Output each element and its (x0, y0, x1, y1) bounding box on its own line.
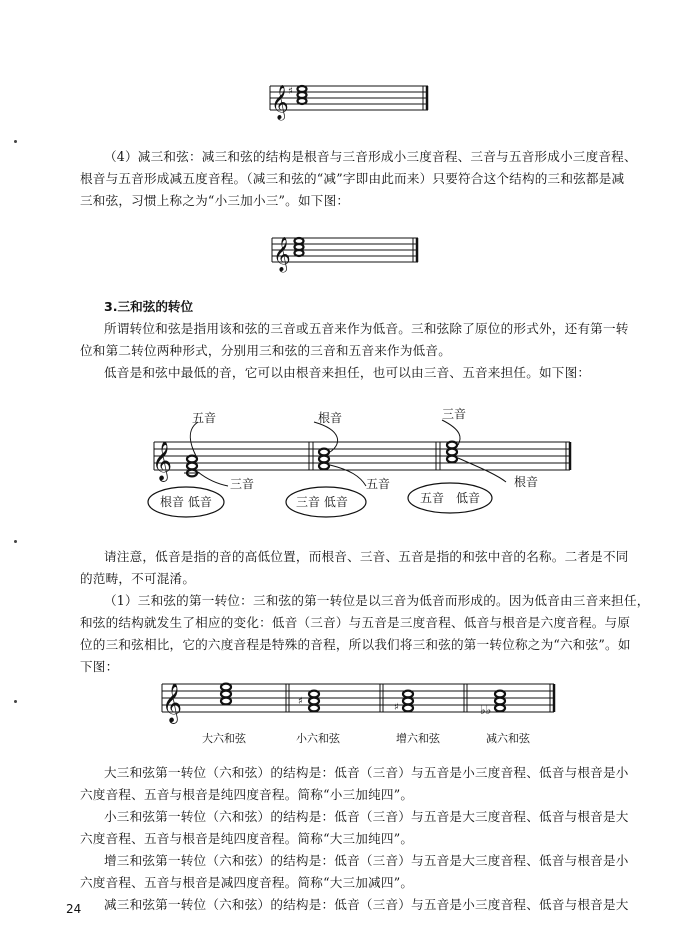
text-line: 六度音程、五音与根音是减四度音程。简称“大三加减四”。 (80, 875, 414, 890)
label-fifth-bass: 五音 低音 (420, 491, 481, 505)
text-line: 下图： (80, 659, 119, 674)
text-line: 增三和弦第一转位（六和弦）的结构是：低音（三音）与五音是大三度音程、低音与根音是小 (104, 853, 629, 868)
chord-notes (298, 86, 307, 104)
text-line: 大三和弦第一转位（六和弦）的结构是：低音（三音）与五音是小三度音程、低音与根音是小 (104, 765, 629, 780)
scan-speck (14, 140, 17, 143)
diminished-triad-paragraph (80, 146, 664, 212)
sixth-chords-figure (160, 672, 560, 752)
augmented-triad-staff (268, 74, 434, 124)
text-line: （1）三和弦的第一转位：三和弦的第一转位是以三音为低音而形成的。因为低音由三音来担任， (104, 593, 650, 608)
label-third-bass: 三音 低音 (296, 495, 348, 509)
treble-clef-icon: 𝄞 (271, 85, 289, 120)
text-line: 三和弦，习惯上称之为“小三加小三”。如下图： (80, 193, 350, 208)
sharp-icon: ♯ (298, 696, 303, 707)
text-line: 六度音程、五音与根音是纯四度音程。简称“小三加纯四”。 (80, 787, 414, 802)
inversion-figure (146, 400, 576, 530)
chord-label: 减六和弦 (486, 732, 530, 745)
text-line: 位和第二转位两种形式，分别用三和弦的三音和五音来作为低音。 (80, 343, 452, 358)
text-line: 小三和弦第一转位（六和弦）的结构是：低音（三音）与五音是大三度音程、低音与根音是大 (104, 809, 629, 824)
label-root: 根音 (318, 411, 343, 425)
diminished-triad-staff (270, 226, 422, 276)
flat-icon: ♭♭ (480, 703, 492, 717)
treble-clef-icon: 𝄞 (152, 441, 173, 481)
label-third: 三音 (442, 407, 467, 421)
text-line: 所谓转位和弦是指用该和弦的三音或五音来作为低音。三和弦除了原位的形式外，还有第一转 (104, 321, 629, 336)
text-line: 低音是和弦中最低的音，它可以由根音来担任，也可以由三音、五音来担任。如下图： (104, 365, 591, 380)
scan-speck (14, 540, 17, 543)
label-fifth: 五音 (192, 411, 217, 425)
text-line: 减三和弦第一转位（六和弦）的结构是：低音（三音）与五音是小三度音程、低音与根音是大 (104, 897, 629, 912)
section-heading: 3.三和弦的转位 (104, 299, 194, 314)
sharp-icon: ♯ (288, 86, 293, 97)
sharp-icon: ♯ (394, 702, 399, 713)
page-number: 24 (66, 902, 82, 916)
inversion-paragraph (80, 318, 664, 384)
label-root: 根音 (514, 475, 539, 489)
chord-notes (295, 238, 304, 256)
treble-clef-icon: 𝄞 (273, 237, 291, 272)
text-line: （4）减三和弦：减三和弦的结构是根音与三音形成小三度音程、三音与五音形成小三度音程、 (104, 149, 637, 164)
text-line: 和弦的结构就发生了相应的变化：低音（三音）与五音是三度音程、低音与根音是六度音程。与原 (80, 615, 631, 630)
treble-clef-icon: 𝄞 (162, 683, 183, 723)
chord-notes (184, 442, 457, 477)
chord-label: 增六和弦 (396, 732, 440, 745)
text-line: 六度音程、五音与根音是纯四度音程。简称“大三加纯四”。 (80, 831, 414, 846)
chord-label: 大六和弦 (202, 732, 246, 745)
text-line: 位的三和弦相比，它的六度音程是特殊的音程，所以我们将三和弦的第一转位称之为“六和弦”。如 (80, 637, 631, 652)
scan-speck (14, 700, 17, 703)
label-third: 三音 (230, 477, 255, 491)
label-fifth: 五音 (366, 477, 391, 491)
text-line: 根音与五音形成减五度音程。（减三和弦的“减”字即由此而来）只要符合这个结构的三和弦都是减 (80, 171, 625, 186)
bass-note-paragraph (80, 546, 664, 678)
sixth-chord-descriptions (80, 762, 664, 916)
text-line: 的范畴，不可混淆。 (80, 571, 196, 586)
label-root-bass: 根音 低音 (160, 495, 212, 509)
text-line: 请注意，低音是指的音的高低位置，而根音、三音、五音是指的和弦中音的名称。二者是不同 (104, 549, 629, 564)
chord-label: 小六和弦 (296, 732, 340, 745)
